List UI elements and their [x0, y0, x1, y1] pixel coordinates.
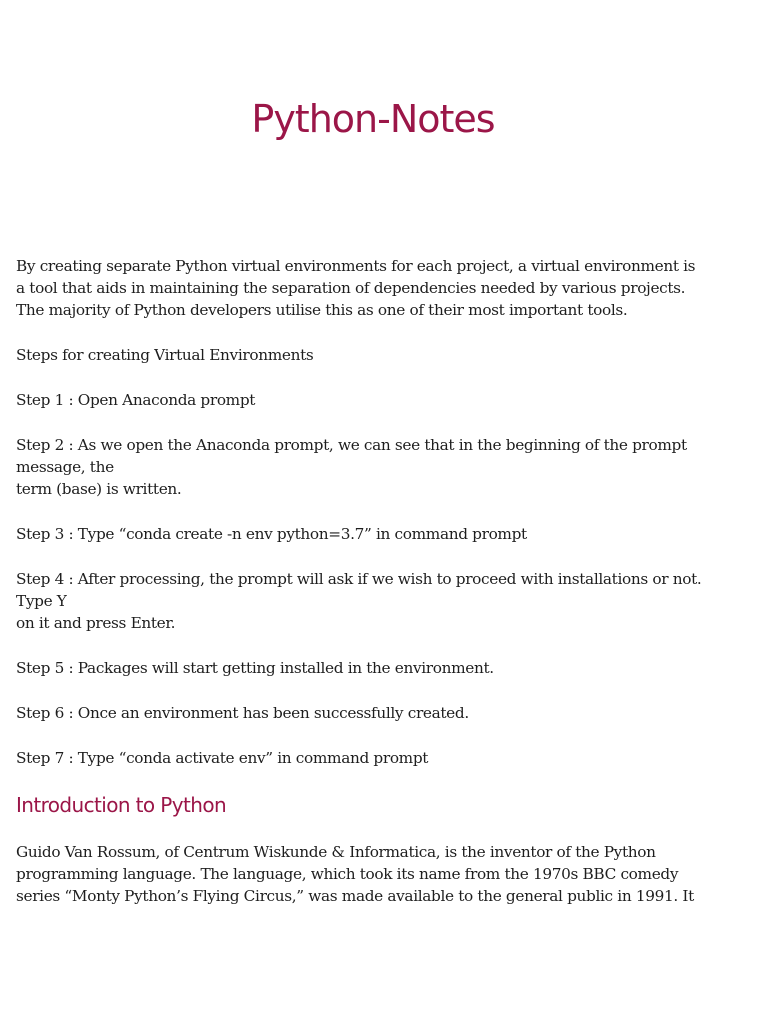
- step-5-text: Step 5 : Packages will start getting installed in the environment.: [16, 659, 494, 677]
- page-title: Python-Notes: [251, 97, 495, 141]
- introduction-line: series “Monty Python’s Flying Circus,” was made available to the general public in 1991. It: [16, 887, 694, 905]
- intro-paragraph: [16, 255, 751, 321]
- introduction-line: programming language. The language, which took its name from the 1970s BBC comedy: [16, 865, 679, 883]
- intro-line: By creating separate Python virtual environments for each project, a virtual environment is: [16, 257, 696, 275]
- intro-line: a tool that aids in maintaining the separation of dependencies needed by various projects.: [16, 279, 686, 297]
- step-2-line: Step 2 : As we open the Anaconda prompt, we can see that in the beginning of the prompt: [16, 436, 687, 454]
- step-3: [16, 523, 751, 545]
- step-4-line: on it and press Enter.: [16, 614, 176, 632]
- step-1: [16, 389, 751, 411]
- step-7: [16, 747, 751, 769]
- section-heading-introduction: Introduction to Python: [16, 793, 227, 817]
- introduction-paragraph: [16, 841, 751, 907]
- intro-line: The majority of Python developers utilise this as one of their most important tools.: [16, 301, 628, 319]
- step-3-text: Step 3 : Type “conda create -n env python=3.7” in command prompt: [16, 525, 527, 543]
- step-4: [16, 568, 751, 634]
- document-body: [16, 255, 751, 930]
- step-6: [16, 702, 751, 724]
- step-2-line: message, the: [16, 458, 114, 476]
- step-6-text: Step 6 : Once an environment has been successfully created.: [16, 704, 469, 722]
- introduction-line: Guido Van Rossum, of Centrum Wiskunde & Informatica, is the inventor of the Python: [16, 843, 656, 861]
- step-4-line: Type Y: [16, 592, 67, 610]
- step-2: [16, 434, 751, 500]
- step-1-text: Step 1 : Open Anaconda prompt: [16, 391, 256, 409]
- step-2-line: term (base) is written.: [16, 480, 182, 498]
- step-5: [16, 657, 751, 679]
- step-7-text: Step 7 : Type “conda activate env” in command prompt: [16, 749, 429, 767]
- step-4-line: Step 4 : After processing, the prompt will ask if we wish to proceed with installations or not.: [16, 570, 702, 588]
- steps-heading-text: Steps for creating Virtual Environments: [16, 346, 314, 364]
- steps-heading: [16, 344, 751, 366]
